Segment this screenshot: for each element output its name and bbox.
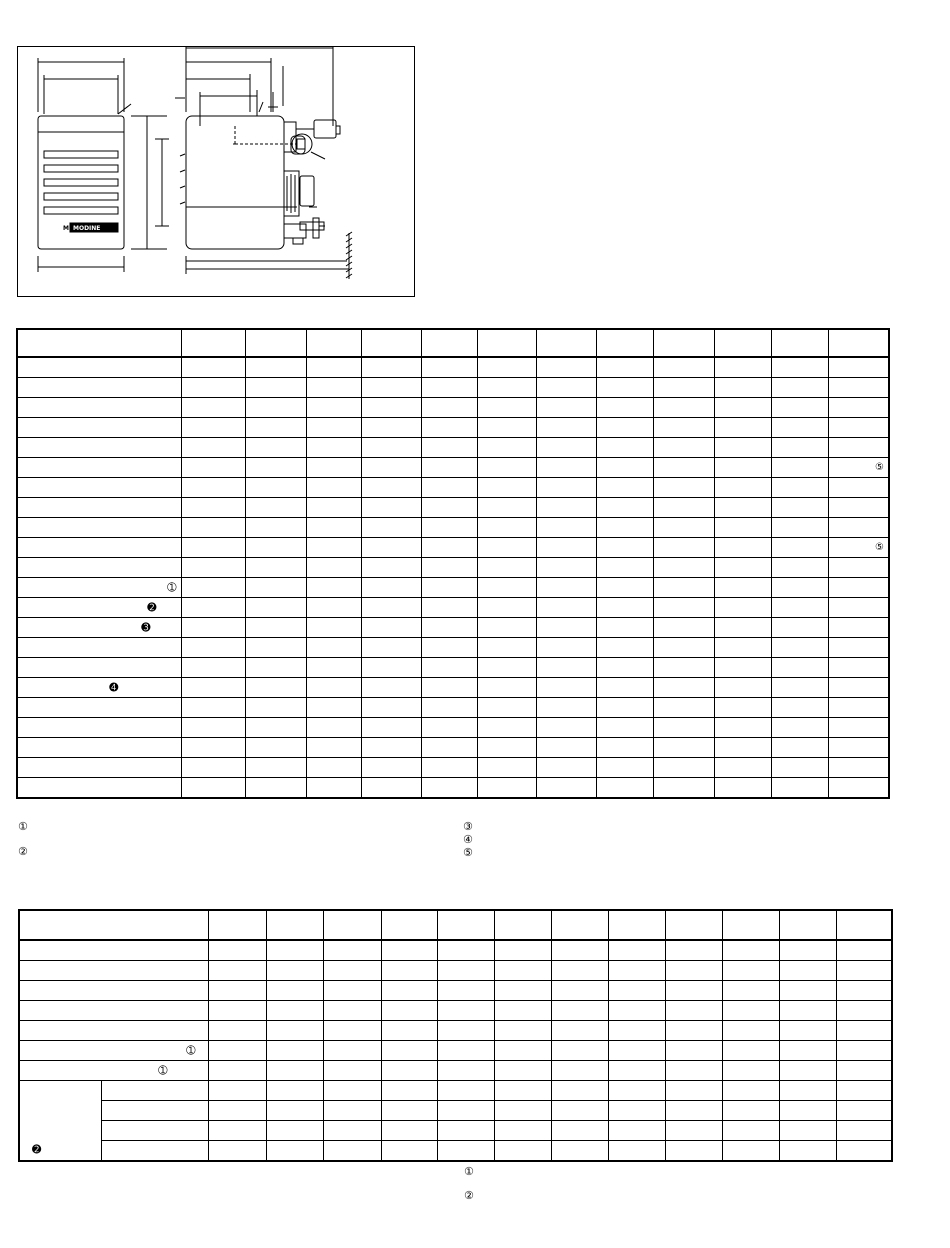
table-row xyxy=(19,961,892,981)
table-row xyxy=(17,718,889,738)
table-row xyxy=(19,1001,892,1021)
footnote-marker-2: ➋ xyxy=(32,1143,42,1156)
footnote-marker-5: ⑤ xyxy=(875,542,884,553)
table-row xyxy=(17,538,889,558)
side-elevation-drawing xyxy=(175,46,349,274)
table-row xyxy=(19,1041,892,1061)
table-row xyxy=(17,438,889,458)
footnote-marker-2: ➋ xyxy=(147,601,157,614)
table-row xyxy=(19,981,892,1001)
table-row xyxy=(17,578,889,598)
table-row xyxy=(17,498,889,518)
footnote-2: ② xyxy=(464,1189,474,1202)
footnote-marker-5: ⑤ xyxy=(875,462,884,473)
footnote-marker-1: ➀ xyxy=(186,1044,196,1057)
dimension-drawing xyxy=(17,46,415,297)
table-row xyxy=(17,558,889,578)
table-row xyxy=(19,1021,892,1041)
footnote-marker-3: ➌ xyxy=(141,621,151,634)
footnote-5: ⑤ xyxy=(463,846,473,859)
table-row xyxy=(19,1141,892,1162)
table-row xyxy=(19,940,892,961)
table-row xyxy=(17,698,889,718)
table-row xyxy=(17,678,889,698)
footnote-marker-1: ➀ xyxy=(158,1064,168,1077)
table-row xyxy=(19,1081,892,1101)
brand-logo-mark: M xyxy=(63,225,69,232)
footnote-2: ② xyxy=(18,845,28,858)
specification-table xyxy=(18,909,893,1162)
table-header-row xyxy=(17,329,889,357)
table-row xyxy=(17,378,889,398)
footnote-4: ④ xyxy=(463,833,473,846)
table-row xyxy=(17,658,889,678)
table-row xyxy=(17,398,889,418)
table-row xyxy=(19,1101,892,1121)
table-row xyxy=(17,778,889,799)
footnote-marker-1: ➀ xyxy=(167,581,177,594)
performance-data-table xyxy=(16,328,890,799)
brand-text: MODINE xyxy=(73,225,101,232)
footnote-marker-4: ➍ xyxy=(109,681,119,694)
table-row xyxy=(17,518,889,538)
footnote-3: ③ xyxy=(463,820,473,833)
footnote-1: ① xyxy=(464,1165,474,1178)
wall-hatch xyxy=(346,232,352,279)
table-row xyxy=(19,1061,892,1081)
table-row xyxy=(19,1121,892,1141)
front-elevation-drawing xyxy=(38,58,169,272)
table-row xyxy=(17,598,889,618)
table-row xyxy=(17,357,889,378)
table-row xyxy=(17,418,889,438)
table-row xyxy=(17,758,889,778)
table-header-row xyxy=(19,910,892,940)
table-row xyxy=(17,738,889,758)
table-row xyxy=(17,638,889,658)
table-row xyxy=(17,618,889,638)
table-row xyxy=(17,478,889,498)
table-row xyxy=(17,458,889,478)
footnote-1: ① xyxy=(18,820,28,833)
